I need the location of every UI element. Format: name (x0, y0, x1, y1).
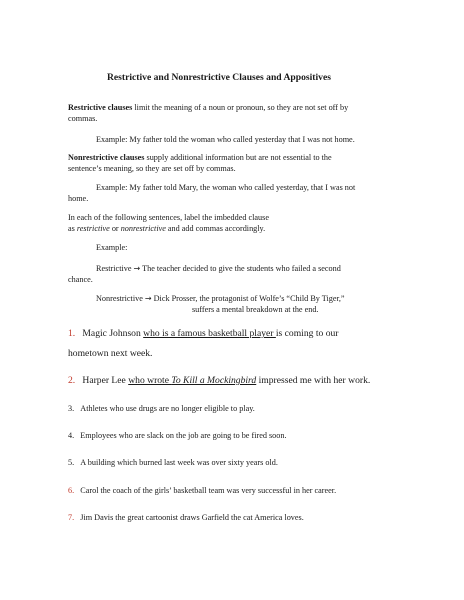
item-number: 1. (68, 328, 76, 339)
nonrestrictive-example-line1: Example: My father told Mary, the woman who called yesterday, that I was not (96, 183, 356, 192)
restrictive-example: Example: My father told the woman who called yesterday that I was not home. (96, 135, 355, 144)
right-arrow-icon: → (133, 264, 141, 273)
underlined-clause: who is a famous basketball player (143, 328, 276, 339)
item-text: is coming to our (275, 328, 339, 339)
right-arrow-icon: → (144, 294, 152, 303)
restrictive-term: Restrictive clauses (68, 103, 133, 112)
exercise-item-7 (68, 512, 304, 523)
exercise-item-2 (68, 374, 370, 387)
restrictive-definition (68, 102, 348, 113)
instructions-nonrestrictive: nonrestrictive (120, 224, 166, 233)
example-restrictive-line2: chance. (68, 275, 93, 284)
exercise-item-1 (68, 327, 338, 340)
nonrestrictive-definition (68, 152, 332, 163)
example-nonrestrictive-line2: suffers a mental breakdown at the end. (192, 305, 319, 314)
instructions-text: as (68, 224, 77, 233)
item-number: 4. (68, 431, 75, 440)
example-nonrestrictive-text: Dick Prosser, the protagonist of Wolfe’s “Child By Tiger,” (153, 294, 345, 303)
item-text: Carol the coach of the girls’ basketball team was very successful in her career. (80, 486, 337, 495)
instructions-text: and add commas accordingly. (165, 224, 266, 233)
exercise-item-1-line2: hometown next week. (68, 348, 153, 359)
exercise-item-3 (68, 403, 255, 414)
nonrestrictive-def-line2: sentence’s meaning, so they are set off by commas. (68, 164, 236, 173)
example-nonrestrictive-label: Nonrestrictive (96, 294, 143, 303)
instructions-line1: In each of the following sentences, label the imbedded clause (68, 213, 269, 222)
nonrestrictive-example-line2: home. (68, 194, 89, 203)
instructions-text: or (109, 224, 121, 233)
item-text: Harper Lee (82, 375, 129, 386)
item-text: Employees who are slack on the job are going to be fired soon. (80, 431, 287, 440)
item-number: 7. (68, 513, 75, 522)
exercise-item-6 (68, 485, 336, 496)
book-title: To Kill a Mockingbird (171, 375, 257, 386)
item-number: 3. (68, 404, 75, 413)
example-nonrestrictive (96, 293, 345, 304)
exercise-item-4 (68, 430, 287, 441)
underlined-clause (128, 375, 256, 386)
item-number: 5. (68, 458, 75, 467)
item-text: impressed me with her work. (256, 375, 371, 386)
example-restrictive-text: The teacher decided to give the students who failed a second (142, 264, 341, 273)
clause-text: who wrote (128, 375, 172, 386)
page-title: Restrictive and Nonrestrictive Clauses and Appositives (107, 72, 331, 83)
item-number: 2. (68, 375, 76, 386)
instructions-restrictive: restrictive (76, 224, 110, 233)
exercise-item-5 (68, 457, 278, 468)
nonrestrictive-term: Nonrestrictive clauses (68, 153, 145, 162)
item-text: A building which burned last week was over sixty years old. (80, 458, 278, 467)
item-text: Athletes who use drugs are no longer eligible to play. (80, 404, 255, 413)
restrictive-def-line2: commas. (68, 114, 98, 123)
nonrestrictive-def-text: supply additional information but are not essential to the (144, 153, 332, 162)
example-heading: Example: (96, 243, 128, 252)
item-text: Jim Davis the great cartoonist draws Garfield the cat America loves. (80, 513, 304, 522)
item-number: 6. (68, 486, 75, 495)
instructions-line2 (68, 223, 265, 234)
item-text: Magic Johnson (82, 328, 144, 339)
restrictive-def-text: limit the meaning of a noun or pronoun, so they are not set off by (132, 103, 349, 112)
example-restrictive (96, 263, 341, 274)
example-restrictive-label: Restrictive (96, 264, 132, 273)
